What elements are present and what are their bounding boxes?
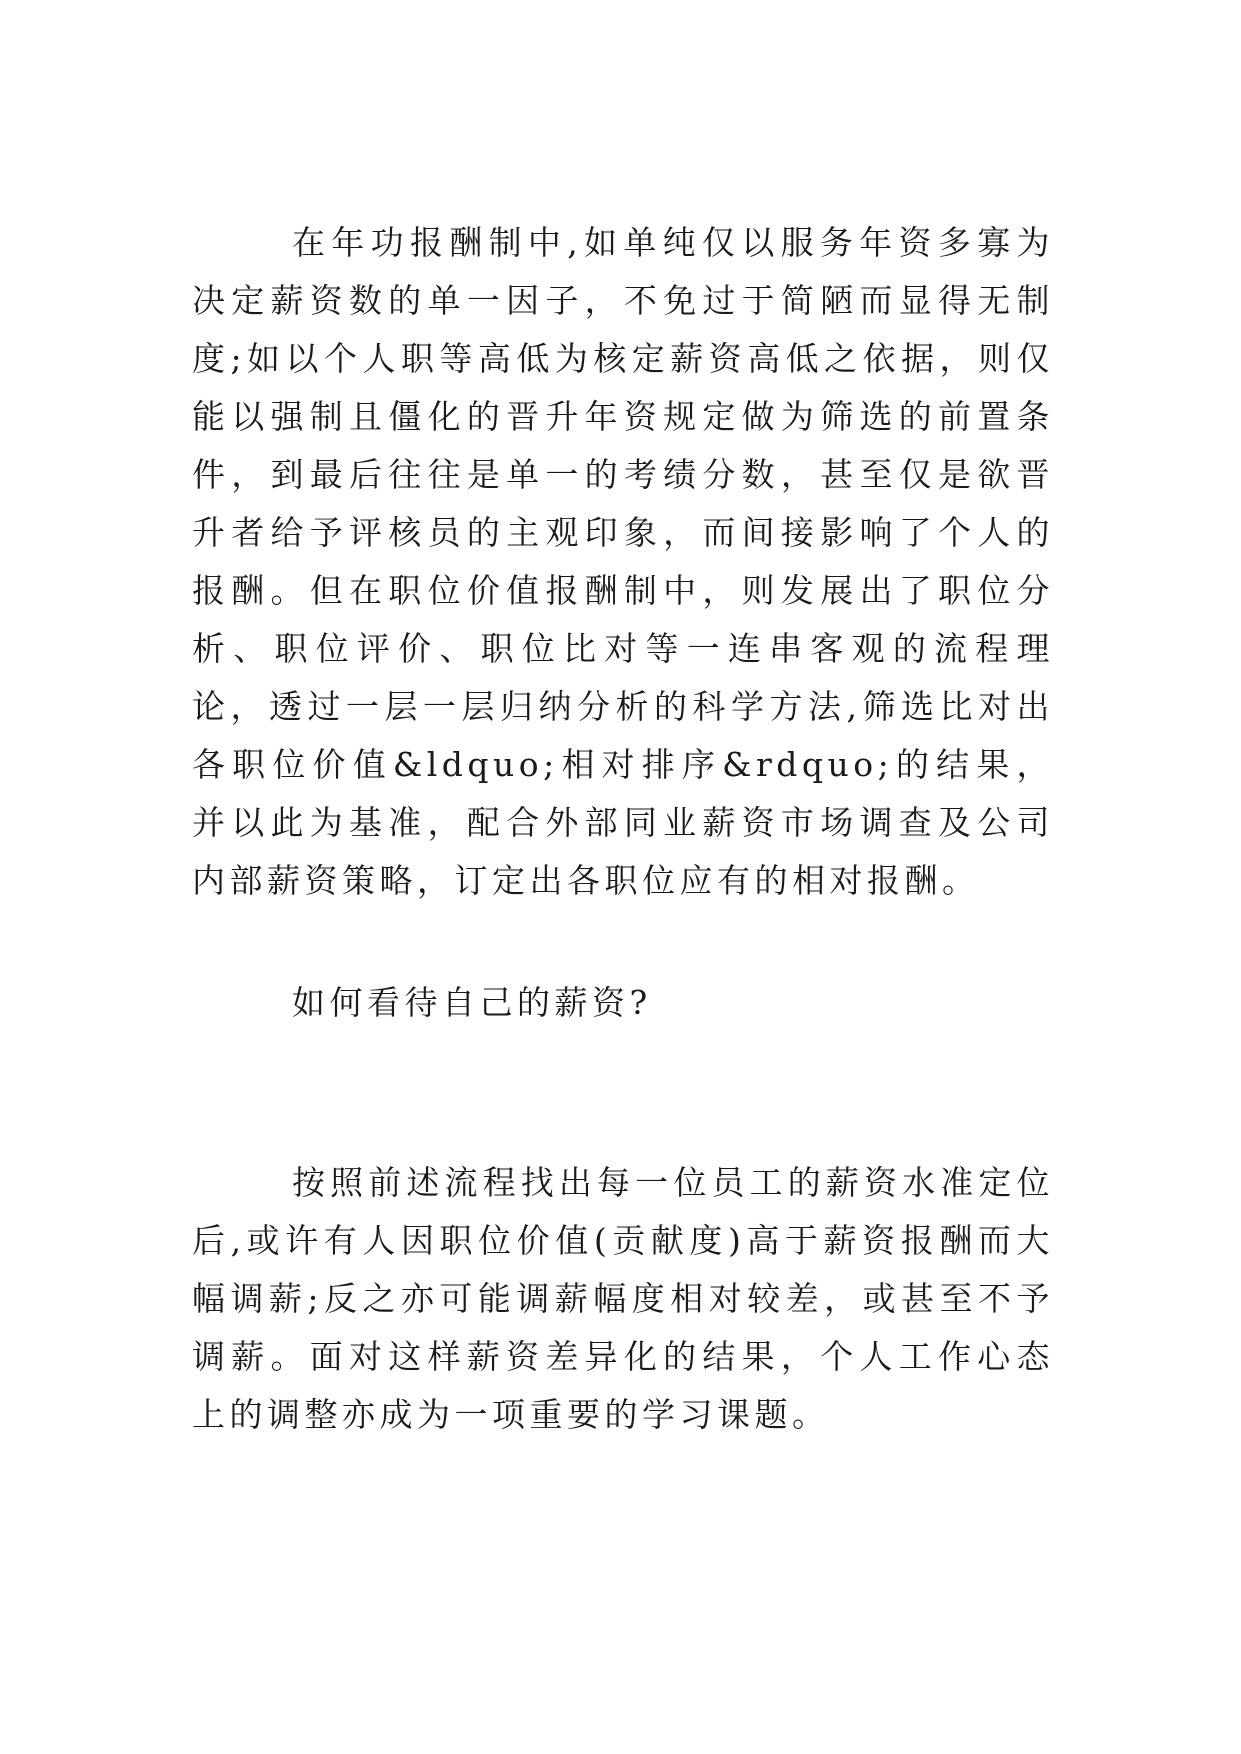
body-paragraph: 按照前述流程找出每一位员工的薪资水准定位后,或许有人因职位价值(贡献度)高于薪资报酬而大幅调薪;反之亦可能调薪幅度相对较差，或甚至不予调薪。面对这样薪资差异化的结果，个人工作心态上的调整亦成为一项重要的学习课题。 [192,1163,1054,1434]
body-paragraph: 在年功报酬制中,如单纯仅以服务年资多寡为决定薪资数的单一因子，不免过于简陋而显得无制度;如以个人职等高低为核定薪资高低之依据，则仅能以强制且僵化的晋升年资规定做为筛选的前置条件，到最后往往是单一的考绩分数，甚至仅是欲晋升者给予评核员的主观印象，而间接影响了个人的报酬。但在职位价值报酬制中，则发展出了职位分析、职位评价、职位比对等一连串客观的流程理论，透过一层一层归纳分析的科学方法,筛选比对出各职位价值&ldquo;相对排序&rdquo;的结果，并以此为基准，配合外部同业薪资市场调查及公司内部薪资策略，订定出各职位应有的相对报酬。 [192,223,1054,900]
section-heading: 如何看待自己的薪资? [292,983,652,1022]
